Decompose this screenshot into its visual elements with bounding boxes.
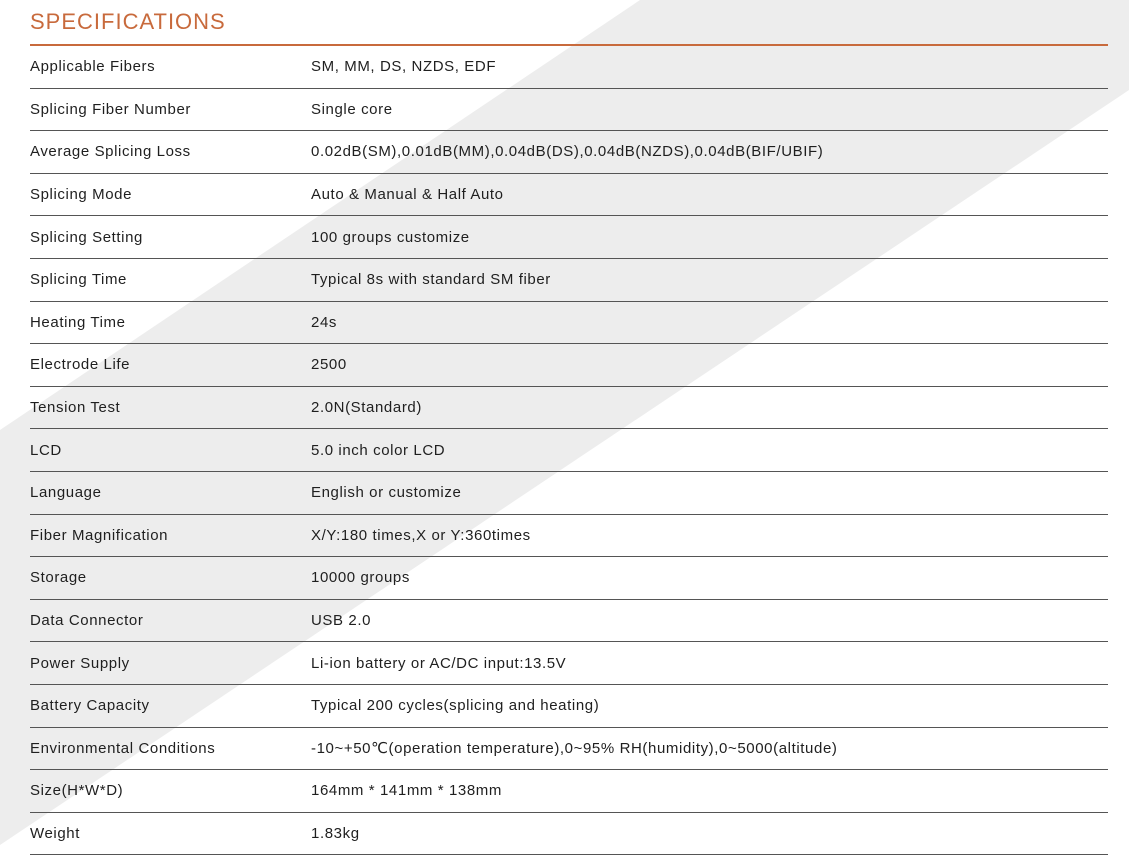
spec-row — [30, 599, 1108, 642]
spec-row — [30, 429, 1108, 472]
spec-value: SM, MM, DS, NZDS, EDF — [311, 46, 1108, 88]
spec-row — [30, 471, 1108, 514]
spec-label: Weight — [30, 812, 311, 855]
spec-value: English or customize — [311, 471, 1108, 514]
spec-label: Splicing Setting — [30, 216, 311, 259]
spec-label: Storage — [30, 557, 311, 600]
spec-row — [30, 88, 1108, 131]
spec-value: 24s — [311, 301, 1108, 344]
spec-value: 10000 groups — [311, 557, 1108, 600]
spec-label: Electrode Life — [30, 344, 311, 387]
spec-row — [30, 812, 1108, 855]
spec-row — [30, 344, 1108, 387]
spec-value: Auto & Manual & Half Auto — [311, 173, 1108, 216]
spec-row — [30, 684, 1108, 727]
spec-label: Battery Capacity — [30, 684, 311, 727]
spec-label: Power Supply — [30, 642, 311, 685]
spec-value: USB 2.0 — [311, 599, 1108, 642]
spec-row — [30, 258, 1108, 301]
spec-row — [30, 727, 1108, 770]
spec-value: 2.0N(Standard) — [311, 386, 1108, 429]
spec-row — [30, 386, 1108, 429]
spec-value: 2500 — [311, 344, 1108, 387]
spec-label: Heating Time — [30, 301, 311, 344]
section-title: SPECIFICATIONS — [30, 9, 226, 34]
spec-value: Single core — [311, 88, 1108, 131]
spec-label: Language — [30, 471, 311, 514]
spec-value: X/Y:180 times,X or Y:360times — [311, 514, 1108, 557]
spec-label: Size(H*W*D) — [30, 770, 311, 813]
spec-value: -10~+50℃(operation temperature),0~95% RH(humidity),0~5000(altitude) — [311, 727, 1108, 770]
spec-value: 0.02dB(SM),0.01dB(MM),0.04dB(DS),0.04dB(NZDS),0.04dB(BIF/UBIF) — [311, 131, 1108, 174]
spec-value: 164mm * 141mm * 138mm — [311, 770, 1108, 813]
spec-label: Splicing Fiber Number — [30, 88, 311, 131]
spec-label: Environmental Conditions — [30, 727, 311, 770]
spec-value: Typical 8s with standard SM fiber — [311, 258, 1108, 301]
spec-table — [30, 46, 1108, 855]
spec-value: 5.0 inch color LCD — [311, 429, 1108, 472]
spec-row — [30, 770, 1108, 813]
spec-value: 100 groups customize — [311, 216, 1108, 259]
spec-value: 1.83kg — [311, 812, 1108, 855]
spec-label: Splicing Mode — [30, 173, 311, 216]
spec-row — [30, 216, 1108, 259]
spec-label: LCD — [30, 429, 311, 472]
spec-row — [30, 131, 1108, 174]
spec-label: Applicable Fibers — [30, 46, 311, 88]
spec-label: Splicing Time — [30, 258, 311, 301]
spec-row — [30, 46, 1108, 88]
spec-row — [30, 514, 1108, 557]
spec-label: Average Splicing Loss — [30, 131, 311, 174]
spec-row — [30, 173, 1108, 216]
spec-row — [30, 557, 1108, 600]
spec-value: Li-ion battery or AC/DC input:13.5V — [311, 642, 1108, 685]
spec-row — [30, 301, 1108, 344]
spec-row — [30, 642, 1108, 685]
spec-label: Tension Test — [30, 386, 311, 429]
spec-label: Data Connector — [30, 599, 311, 642]
spec-label: Fiber Magnification — [30, 514, 311, 557]
specifications-section — [30, 0, 1108, 855]
spec-value: Typical 200 cycles(splicing and heating) — [311, 684, 1108, 727]
